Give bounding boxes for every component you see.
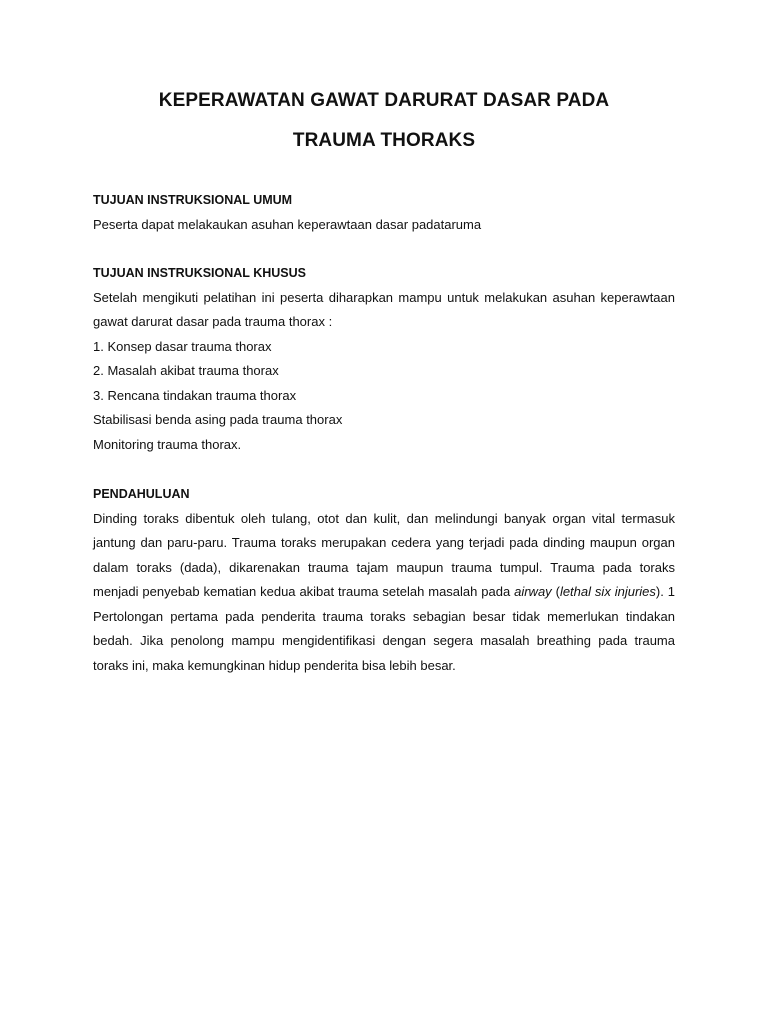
pendahuluan-paragraph — [93, 507, 675, 679]
section-tujuan-khusus — [93, 261, 675, 457]
section-heading-tujuan-khusus: TUJUAN INSTRUKSIONAL KHUSUS — [93, 266, 306, 280]
pendahuluan-text-part-1: Dinding toraks dibentuk oleh tulang, otot dan kulit, dan melindungi banyak organ vital termasuk jantung dan paru-paru. Trauma toraks merupakan cedera yang terjadi pada dinding maupun organ dalam toraks (dada), dikarenakan trauma tajam maupun trauma tumpul. Trauma pada toraks menjadi penyebab kematian kedua akibat trauma setelah masalah pada — [93, 510, 675, 599]
list-item: Monitoring trauma thorax. — [93, 436, 242, 452]
list-item: 3. Rencana tindakan trauma thorax — [93, 387, 297, 403]
section-pendahuluan — [93, 482, 675, 678]
term-lethal-six-injuries: lethal six injuries — [559, 584, 656, 599]
tujuan-umum-text: Peserta dapat melakaukan asuhan keperawtaan dasar padataruma — [93, 216, 482, 232]
list-item: 1. Konsep dasar trauma thorax — [93, 338, 272, 354]
tujuan-khusus-intro: Setelah mengikuti pelatihan ini peserta diharapkan mampu untuk melakukan asuhan keperawtaan gawat darurat dasar pada trauma thorax : — [93, 289, 675, 329]
paren-open: ( — [551, 584, 560, 599]
section-heading-pendahuluan: PENDAHULUAN — [93, 487, 190, 501]
document-title-line-2: TRAUMA THORAKS — [292, 130, 476, 151]
section-tujuan-umum — [93, 188, 675, 237]
term-airway: airway — [514, 584, 552, 599]
document-title-line-1: KEPERAWATAN GAWAT DARURAT DASAR PADA — [158, 90, 610, 111]
pendahuluan-text-part-2: ). 1 Pertolongan pertama pada penderita trauma toraks sebagian besar tidak memerlukan tindakan bedah. Jika penolong mampu mengidentifikasi dengan segera masalah breathing pada trauma toraks ini, maka kemungkinan hidup penderita bisa lebih besar. — [93, 584, 675, 673]
list-item: 2. Masalah akibat trauma thorax — [93, 363, 279, 378]
section-heading-tujuan-umum: TUJUAN INSTRUKSIONAL UMUM — [93, 193, 293, 207]
list-item: Stabilisasi benda asing pada trauma thorax — [93, 412, 343, 427]
